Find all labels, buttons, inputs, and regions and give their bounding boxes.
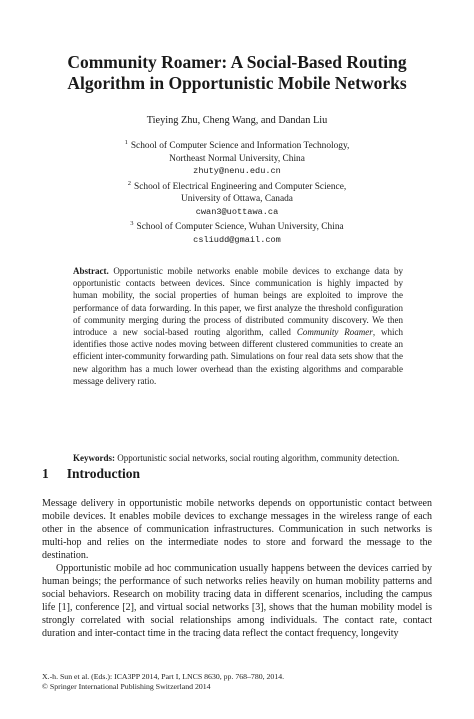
paper-title — [30, 52, 444, 94]
abstract-label: Abstract. — [73, 266, 109, 276]
abstract-emphasis: Community Roamer — [296, 327, 373, 338]
body-paragraph-2: Opportunistic mobile ad hoc communication usually happens between the devices carried by human beings; the performance of such networks relies heavily on human mobility patterns and social behaviors. Research on mobility tracing data in different scenarios, including the campus life [1], conference [2], and virtual social networks [3], shows that the human mobility model is strongly correlated with social relationships among individuals. The contact rate, contact duration and inter-contact time in the tracing data reflect the contact frequency, longevity — [42, 563, 432, 639]
footer-copyright: © Springer International Publishing Switzerland 2014 — [42, 682, 211, 691]
affiliation-2-email: cwan3@uottawa.ca — [195, 206, 279, 217]
body-paragraph-1: Message delivery in opportunistic mobile networks depends on opportunistic contact between mobile devices. It enables mobile devices to exchange messages in the wireless range of each other in the absence of communication infrastructures. Communication in such networks is multi-hop and relies on the intermediate nodes to store and forward the message to the destination. — [42, 498, 432, 561]
abstract-text-before: Opportunistic mobile networks enable mobile devices to exchange data by opportunistic contacts between devices. Since communication is highly impacted by human mobility, the social properties of human beings are exploited to improve the performance of data forwarding. In this paper, we first analyze the threshold configuration of community merging during the process of distributed community discovery. We then introduce a new social-based routing algorithm, called — [73, 266, 403, 338]
affiliations — [30, 137, 444, 246]
section-number: 1 — [42, 466, 49, 481]
title-line-2: Algorithm in Opportunistic Mobile Networks — [67, 73, 407, 93]
affiliation-2-line-2: University of Ottawa, Canada — [181, 194, 293, 205]
affiliation-3-number: 3 — [130, 220, 134, 228]
keywords-text: Opportunistic social networks, social routing algorithm, community detection. — [115, 453, 400, 463]
affiliation-3-line-1: $^3$ School of Computer Science, Wuhan University, China — [130, 220, 344, 233]
keywords — [73, 452, 403, 464]
affiliation-1-line-1: $^1$ School of Computer Science and Information Technology, — [124, 139, 350, 152]
affiliation-1-email: zhuty@nenu.edu.cn — [193, 166, 281, 177]
body-text — [42, 497, 432, 640]
author-list: Tieying Zhu, Cheng Wang, and Dandan Liu — [146, 115, 328, 126]
title-line-1: Community Roamer: A Social-Based Routing — [67, 52, 407, 72]
footer-citation: X.-h. Sun et al. (Eds.): ICA3PP 2014, Part I, LNCS 8630, pp. 768–780, 2014. — [42, 672, 285, 681]
affiliation-1-line-2: Northeast Normal University, China — [169, 153, 305, 164]
section-heading — [42, 466, 140, 482]
abstract-text-after: , which identifies those active nodes moving between different clustered communities to create an efficient inter-community forwarding path. Simulations on four real data sets show that the new algorithm has a much lower overhead than the existing algorithms and comparable message delivery ratio. — [73, 327, 404, 386]
section-title: Introduction — [66, 466, 141, 481]
keywords-label: Keywords: — [73, 453, 115, 463]
abstract — [73, 265, 403, 387]
affiliation-1-number: 1 — [124, 139, 128, 146]
affiliation-3-email: csliudd@gmail.com — [193, 234, 281, 245]
affiliation-2-number: 2 — [127, 179, 132, 187]
affiliation-2-line-1: $^2$ School of Electrical Engineering and Computer Science, — [127, 179, 347, 192]
page-footer — [42, 672, 442, 692]
